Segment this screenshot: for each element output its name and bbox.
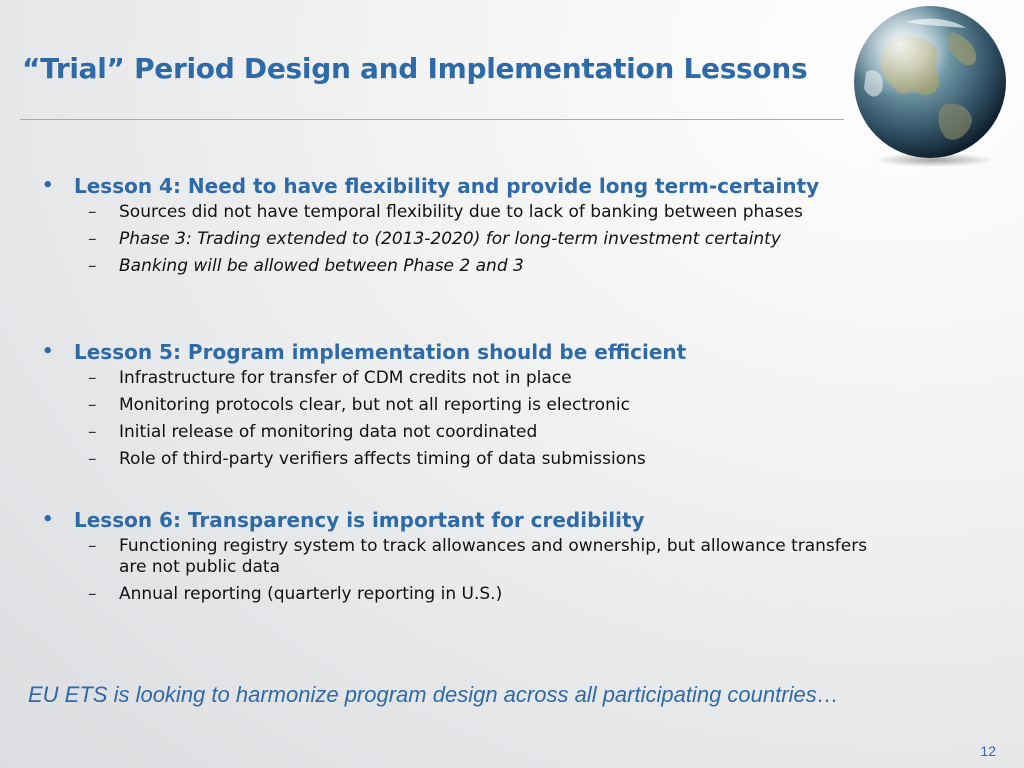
- dash-icon: –: [88, 584, 97, 604]
- bullet-icon: •: [42, 175, 54, 196]
- dash-icon: –: [88, 536, 97, 556]
- page-number: 12: [980, 743, 996, 759]
- lesson-items: [42, 368, 942, 470]
- slide-title: “Trial” Period Design and Implementation Lessons: [22, 52, 808, 85]
- dash-icon: –: [88, 422, 97, 442]
- list-item-text: Infrastructure for transfer of CDM credits not in place: [119, 368, 572, 388]
- list-item: [42, 584, 899, 605]
- bullet-icon: •: [42, 509, 54, 530]
- dash-icon: –: [88, 229, 97, 249]
- lesson-heading-text: Lesson 4: Need to have flexibility and provide long term-certainty: [74, 174, 820, 198]
- lesson-items: [42, 202, 942, 277]
- lesson-heading: [42, 504, 942, 536]
- dash-icon: –: [88, 202, 97, 222]
- list-item: [42, 368, 899, 389]
- lesson-heading: [42, 170, 942, 202]
- lesson-heading-text: Lesson 5: Program implementation should be efficient: [74, 340, 687, 364]
- title-divider: [20, 119, 844, 120]
- list-item-text: Functioning registry system to track allowances and ownership, but allowance transfers are not public data: [119, 536, 868, 577]
- dash-icon: –: [88, 449, 97, 469]
- list-item-text: Banking will be allowed between Phase 2 and 3: [119, 256, 524, 276]
- list-item-text: Monitoring protocols clear, but not all reporting is electronic: [119, 395, 630, 415]
- lesson-heading-text: Lesson 6: Transparency is important for credibility: [74, 508, 645, 532]
- dash-icon: –: [88, 395, 97, 415]
- lesson-block: [42, 504, 942, 611]
- dash-icon: –: [88, 256, 97, 276]
- list-item-text: Sources did not have temporal flexibility due to lack of banking between phases: [119, 202, 803, 222]
- lesson-heading: [42, 336, 942, 368]
- list-item: [42, 229, 899, 250]
- list-item: [42, 422, 899, 443]
- lesson-block: [42, 170, 942, 283]
- list-item-text: Role of third-party verifiers affects timing of data submissions: [119, 449, 646, 469]
- list-item: [42, 202, 899, 223]
- list-item: [42, 449, 899, 470]
- lesson-items: [42, 536, 942, 605]
- list-item-text: Phase 3: Trading extended to (2013-2020) for long-term investment certainty: [119, 229, 781, 249]
- dash-icon: –: [88, 368, 97, 388]
- globe-icon: [846, 2, 1012, 168]
- list-item: [42, 536, 899, 578]
- footer-note: EU ETS is looking to harmonize program design across all participating countries…: [28, 682, 839, 707]
- bullet-icon: •: [42, 341, 54, 362]
- list-item-text: Annual reporting (quarterly reporting in U.S.): [119, 584, 503, 604]
- list-item: [42, 256, 899, 277]
- list-item: [42, 395, 899, 416]
- lesson-block: [42, 336, 942, 476]
- list-item-text: Initial release of monitoring data not coordinated: [119, 422, 538, 442]
